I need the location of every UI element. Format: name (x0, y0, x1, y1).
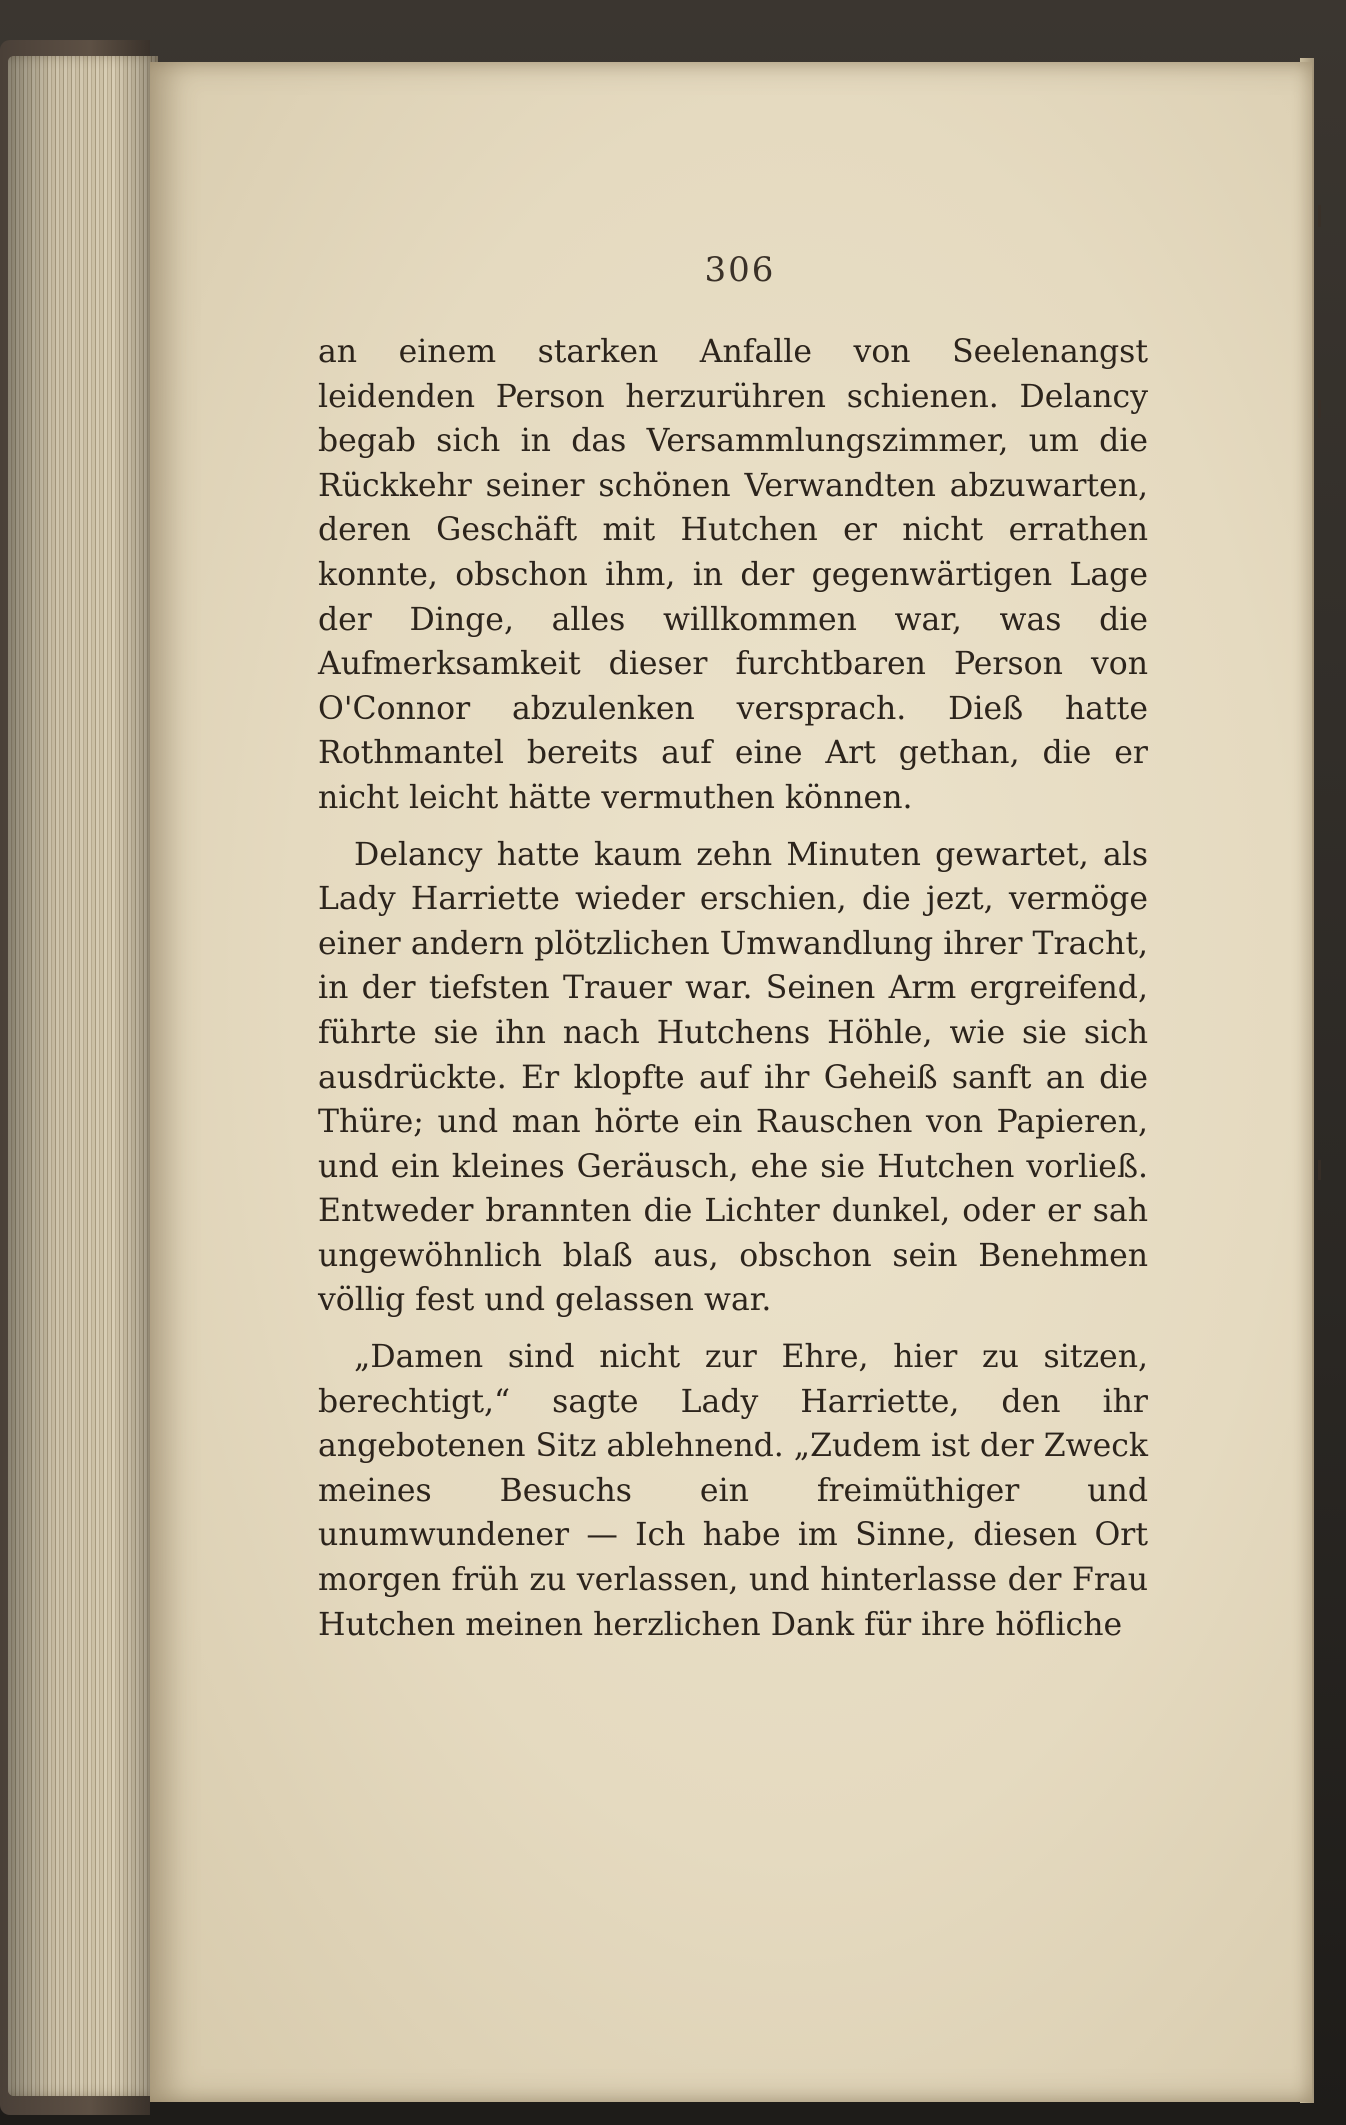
margin-mark (1318, 1160, 1321, 1180)
page-stack-shadow (8, 56, 158, 2096)
page-number: 306 (704, 250, 776, 290)
paragraph-1: an einem starken Anfalle von Seelenangst leidenden Person herzurühren schienen. Delancy begab sich in das Versammlungszimmer, um die Rückkehr seiner schönen Verwandten abzuwarten, deren Geschäft mit Hutchen er nicht errathen konnte, obschon ihm, in der gegenwärtigen Lage der Dinge, alles willkommen war, was die Aufmerksamkeit dieser furchtbaren Person von O'Connor abzulenken versprach. Dieß hatte Rothmantel bereits auf eine Art gethan, die er nicht leicht hätte vermuthen können. (318, 334, 1148, 816)
margin-mark (1318, 400, 1321, 418)
paragraph-3: „Damen sind nicht zur Ehre, hier zu sitzen, berechtigt,“ sagte Lady Harriette, den ihr angebotenen Sitz ablehnend. „Zudem ist der Zweck meines Besuchs ein freimüthiger und unumwundener — Ich habe im Sinne, diesen Ort morgen früh zu verlassen, und hinterlasse der Frau Hutchen meinen herzlichen Dank für ihre höfliche (318, 1339, 1148, 1643)
body-text (318, 330, 1148, 1647)
paragraph-2: Delancy hatte kaum zehn Minuten gewartet, als Lady Harriette wieder erschien, die jezt, vermöge einer andern plötzlichen Umwandlung ihrer Tracht, in der tiefsten Trauer war. Seinen Arm ergreifend, führte sie ihn nach Hutchens Höhle, wie sie sich ausdrückte. Er klopfte auf ihr Geheiß sanft an die Thüre; und man hörte ein Rauschen von Papieren, und ein kleines Geräusch, ehe sie Hutchen vorließ. Entweder brannten die Lichter dunkel, oder er sah ungewöhnlich blaß aus, obschon sein Benehmen völlig fest und gelassen war. (318, 836, 1148, 1319)
margin-mark (1318, 205, 1321, 227)
